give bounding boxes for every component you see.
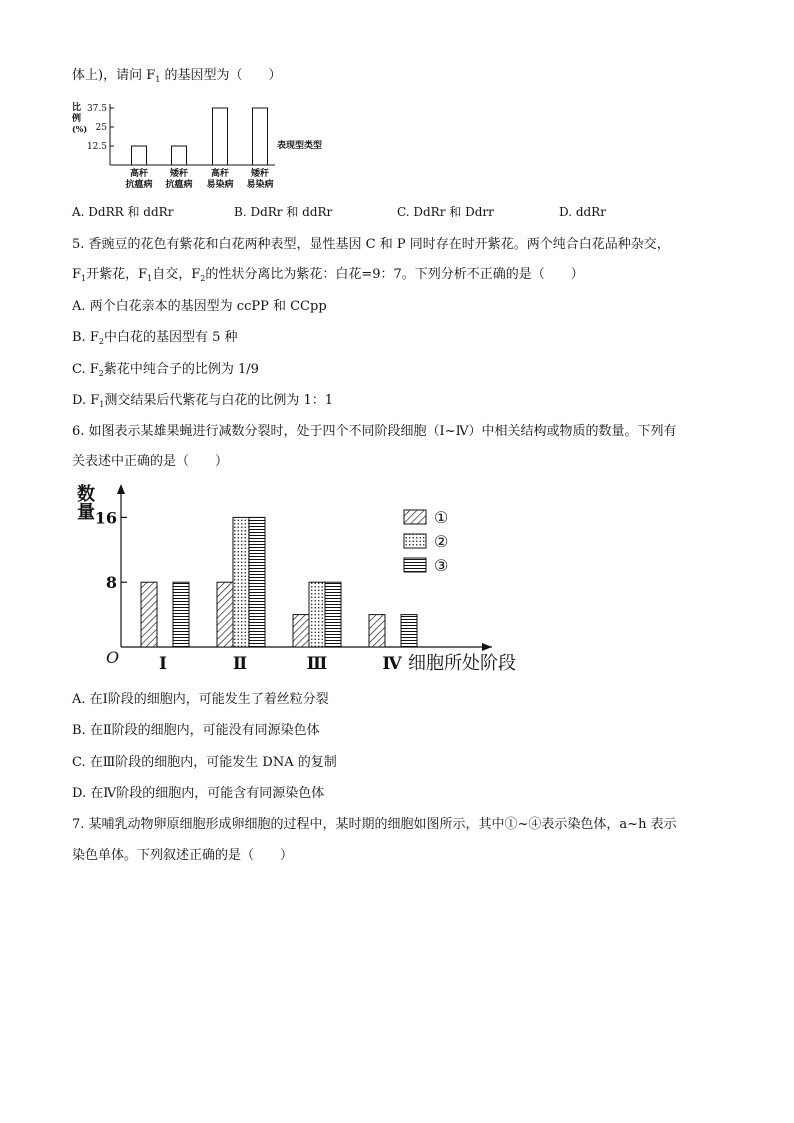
x-axis-label: 表现型类型 <box>277 141 323 151</box>
x-axis-arrow <box>482 643 492 651</box>
x-tick-label: 矮秆 <box>250 169 270 179</box>
q4-option-d[interactable]: D. ddRr <box>559 205 606 219</box>
legend-label: ① <box>434 508 449 527</box>
q4-option-b[interactable]: B. DdRr 和 ddRr <box>234 205 333 219</box>
x-tick-label: Ⅱ <box>232 654 248 674</box>
x-tick-label: 易染病 <box>206 180 234 190</box>
q6-option-c[interactable]: C. 在Ⅲ阶段的细胞内，可能发生 DNA 的复制 <box>72 755 337 770</box>
y-axis-label: (%) <box>72 124 88 134</box>
q5-option-a[interactable]: A. 两个白花亲本的基因型为 ccPP 和 CCpp <box>72 299 327 314</box>
y-axis-label: 数 <box>77 484 95 505</box>
q6-bar-chart <box>72 480 552 680</box>
bar-3 <box>401 615 417 647</box>
bar-2 <box>233 517 249 647</box>
bar-3 <box>173 582 189 647</box>
q5-stem-line2: $F_1$开紫花，$F_1$自交，$F_2$的性状分离比为紫花：白花=9：7。下列分析不正确的是（ ） <box>72 267 584 283</box>
q4-stem: 体上)，请问 $F_1$ 的基因型为（ ） <box>72 68 282 84</box>
bar <box>213 108 228 165</box>
bar <box>172 146 187 165</box>
y-axis-label: 比 <box>72 103 82 113</box>
bar-3 <box>325 582 341 647</box>
x-tick-label: 矮秆 <box>169 169 189 179</box>
x-tick-label: 抗瘟病 <box>165 180 193 190</box>
y-tick-label: 37.5 <box>86 104 107 114</box>
q5-option-d[interactable]: D. $F_1$测交结果后代紫花与白花的比例为 1：1 <box>72 393 334 409</box>
bar-1 <box>293 615 309 647</box>
q4-bar-chart <box>70 98 370 198</box>
x-tick-label: 抗瘟病 <box>125 180 153 190</box>
bar-1 <box>369 615 385 647</box>
q4-option-a[interactable]: A. DdRR 和 ddRr <box>72 205 174 219</box>
y-tick-label: 8 <box>105 573 117 593</box>
y-axis-label: 例 <box>72 114 82 124</box>
x-tick-label: 易染病 <box>246 180 274 190</box>
q7-stem-line1: 7. 某哺乳动物卵原细胞形成卵细胞的过程中，某时期的细胞如图所示，其中①~④表示染色体，a~h 表示 <box>72 817 677 832</box>
y-tick-label: 16 <box>94 508 117 528</box>
q7-stem-line2: 染色单体。下列叙述正确的是（ ） <box>72 848 294 863</box>
bar-2 <box>309 582 325 647</box>
legend-swatch <box>404 558 426 572</box>
q6-option-d[interactable]: D. 在Ⅳ阶段的细胞内，可能含有同源染色体 <box>72 786 325 801</box>
y-tick-label: 25 <box>95 123 107 133</box>
q4-option-c[interactable]: C. DdRr 和 Ddrr <box>397 205 494 219</box>
bar <box>132 146 147 165</box>
y-axis-label: 量 <box>77 502 95 523</box>
legend-label: ② <box>434 532 449 551</box>
x-tick-label: Ⅰ <box>159 654 167 674</box>
legend-label: ③ <box>434 556 449 575</box>
q6-option-a[interactable]: A. 在Ⅰ阶段的细胞内，可能发生了着丝粒分裂 <box>72 692 329 707</box>
x-tick-label: Ⅲ <box>306 654 328 674</box>
x-tick-label: 高秆 <box>129 169 149 179</box>
bar-1 <box>141 582 157 647</box>
legend-swatch <box>404 510 426 524</box>
legend-swatch <box>404 534 426 548</box>
q6-stem-line1: 6. 如图表示某雄果蝇进行减数分裂时，处于四个不同阶段细胞（I~Ⅳ）中相关结构或物质的数量。下列有 <box>72 424 677 439</box>
bar-3 <box>249 517 265 647</box>
y-tick-label: 12.5 <box>86 142 107 152</box>
q6-option-b[interactable]: B. 在Ⅱ阶段的细胞内，可能没有同源染色体 <box>72 723 320 738</box>
q6-stem-line2: 关表述中正确的是（ ） <box>72 454 229 469</box>
x-tick-label: 高秆 <box>210 169 230 179</box>
q5-option-c[interactable]: C. $F_2$紫花中纯合子的比例为 1/9 <box>72 362 259 378</box>
x-tick-label: Ⅳ <box>382 654 402 674</box>
origin-label: O <box>106 648 120 667</box>
q5-stem-line1: 5. 香豌豆的花色有紫花和白花两种表型，显性基因 C 和 P 同时存在时开紫花。两个纯合白花品种杂交， <box>72 237 670 252</box>
x-axis-label: 细胞所处阶段 <box>408 653 516 674</box>
bar <box>253 108 268 165</box>
bar-1 <box>217 582 233 647</box>
y-axis-arrow <box>117 484 125 494</box>
q5-option-b[interactable]: B. $F_2$中白花的基因型有 5 种 <box>72 330 238 346</box>
